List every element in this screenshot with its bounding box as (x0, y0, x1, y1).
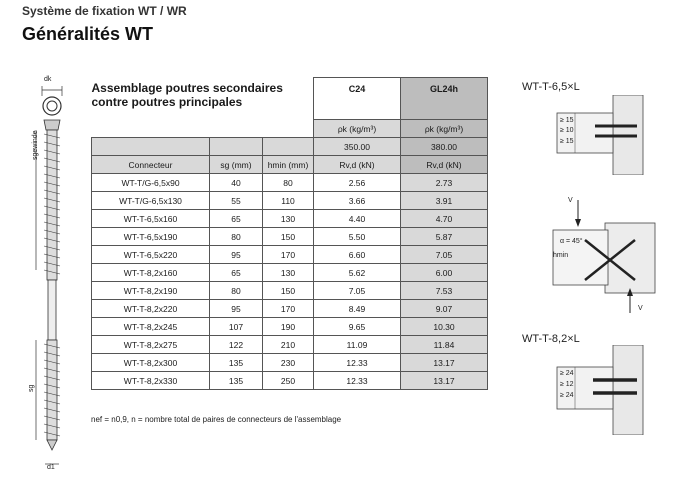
bottom-dim-2: ≥ 12 (560, 381, 574, 388)
top-dim-3: ≥ 15 (560, 138, 574, 145)
table-cell: 7.53 (401, 282, 488, 300)
table-cell: 6.00 (401, 264, 488, 282)
dk-label: dk (44, 76, 52, 83)
table-cell: 170 (263, 246, 314, 264)
table-cell: 130 (263, 210, 314, 228)
table-cell: 135 (210, 354, 263, 372)
table-row (92, 246, 488, 264)
page-title: Généralités WT (22, 24, 154, 44)
table-cell: 250 (263, 372, 314, 390)
table-cell: 65 (210, 210, 263, 228)
table-cell: 80 (210, 228, 263, 246)
table-cell: 10.30 (401, 318, 488, 336)
table-cell: WT-T-8,2x275 (92, 336, 210, 354)
table-cell: 95 (210, 300, 263, 318)
section-kicker: Système de fixation WT / WR (22, 4, 187, 18)
table-cell: 95 (210, 246, 263, 264)
table-cell: 13.17 (401, 354, 488, 372)
bottom-dim-1: ≥ 24 (560, 370, 574, 377)
top-diagram-label: WT-T-6,5×L (522, 81, 580, 93)
hmin-label: hmin (553, 252, 569, 259)
table-cell: 8.49 (314, 300, 401, 318)
col-rvd-gl24h: Rv,d (kN) (401, 156, 488, 174)
table-row (92, 228, 488, 246)
table-cell: 9.65 (314, 318, 401, 336)
table-cell: 4.40 (314, 210, 401, 228)
col-sg: sg (mm) (210, 156, 263, 174)
table-cell: 2.73 (401, 174, 488, 192)
alpha-label: α = 45° (560, 238, 583, 245)
table-title: Assemblage poutres secondaires contre poutres principales (92, 78, 314, 138)
sgewinde-label: sgewinde (32, 130, 39, 160)
d1-label: d1 (47, 464, 55, 471)
table-cell: 65 (210, 264, 263, 282)
table-cell: 4.70 (401, 210, 488, 228)
table-cell: 12.33 (314, 354, 401, 372)
col-hmin: hmin (mm) (263, 156, 314, 174)
bottom-dim-3: ≥ 24 (560, 392, 574, 399)
table-cell: WT-T-8,2x160 (92, 264, 210, 282)
table-row (92, 264, 488, 282)
table-cell: WT-T-6,5x160 (92, 210, 210, 228)
table-row (92, 192, 488, 210)
table-cell: WT-T-6,5x190 (92, 228, 210, 246)
table-cell: 11.09 (314, 336, 401, 354)
table-cell: 110 (263, 192, 314, 210)
table-cell: 210 (263, 336, 314, 354)
table-cell: 2.56 (314, 174, 401, 192)
table-cell: 40 (210, 174, 263, 192)
blank-cell (92, 138, 210, 156)
table-cell: 3.66 (314, 192, 401, 210)
table-row (92, 210, 488, 228)
table-cell: WT-T/G-6,5x130 (92, 192, 210, 210)
v-bottom-label: V (638, 305, 643, 312)
top-dim-1: ≥ 15 (560, 117, 574, 124)
table-cell: 55 (210, 192, 263, 210)
table-cell: 150 (263, 228, 314, 246)
blank-cell (210, 138, 263, 156)
table-row (92, 372, 488, 390)
bottom-connection-diagram (545, 345, 660, 435)
table-cell: 6.60 (314, 246, 401, 264)
table-cell: 11.84 (401, 336, 488, 354)
table-cell: WT-T-8,2x245 (92, 318, 210, 336)
table-cell: WT-T/G-6,5x90 (92, 174, 210, 192)
table-row (92, 354, 488, 372)
table-cell: 107 (210, 318, 263, 336)
table-cell: 190 (263, 318, 314, 336)
bottom-diagram-label: WT-T-8,2×L (522, 333, 580, 345)
table-cell: 5.62 (314, 264, 401, 282)
table-cell: WT-T-8,2x300 (92, 354, 210, 372)
table-cell: 135 (210, 372, 263, 390)
grade-c24: C24 (314, 78, 401, 120)
table-cell: 170 (263, 300, 314, 318)
grade-gl24h: GL24h (401, 78, 488, 120)
table-cell: 80 (263, 174, 314, 192)
table-row (92, 282, 488, 300)
col-connecteur: Connecteur (92, 156, 210, 174)
table-row (92, 300, 488, 318)
table-cell: 5.87 (401, 228, 488, 246)
v-top-label: V (568, 197, 573, 204)
table-cell: 3.91 (401, 192, 488, 210)
table-cell: 9.07 (401, 300, 488, 318)
table-cell: 12.33 (314, 372, 401, 390)
top-connection-diagram (545, 95, 660, 175)
screw-drawing (14, 70, 84, 478)
capacity-table (91, 77, 488, 390)
table-cell: 80 (210, 282, 263, 300)
density-label-gl24h: ρk (kg/m³) (401, 120, 488, 138)
footnote: nef = n0,9, n = nombre total de paires de connecteurs de l'assemblage (91, 415, 342, 424)
table-cell: 230 (263, 354, 314, 372)
table-row (92, 318, 488, 336)
density-c24: 350.00 (314, 138, 401, 156)
table-cell: 130 (263, 264, 314, 282)
table-row (92, 336, 488, 354)
table-cell: 5.50 (314, 228, 401, 246)
table-cell: WT-T-8,2x330 (92, 372, 210, 390)
table-cell: WT-T-8,2x190 (92, 282, 210, 300)
table-cell: 7.05 (314, 282, 401, 300)
table-cell: 150 (263, 282, 314, 300)
table-cell: 13.17 (401, 372, 488, 390)
density-gl24h: 380.00 (401, 138, 488, 156)
col-rvd-c24: Rv,d (kN) (314, 156, 401, 174)
table-cell: WT-T-6,5x220 (92, 246, 210, 264)
density-label-c24: ρk (kg/m³) (314, 120, 401, 138)
sg-label: sg (28, 384, 35, 392)
table-cell: 7.05 (401, 246, 488, 264)
top-dim-2: ≥ 10 (560, 127, 574, 134)
table-cell: 122 (210, 336, 263, 354)
table-row (92, 174, 488, 192)
blank-cell (263, 138, 314, 156)
table-cell: WT-T-8,2x220 (92, 300, 210, 318)
